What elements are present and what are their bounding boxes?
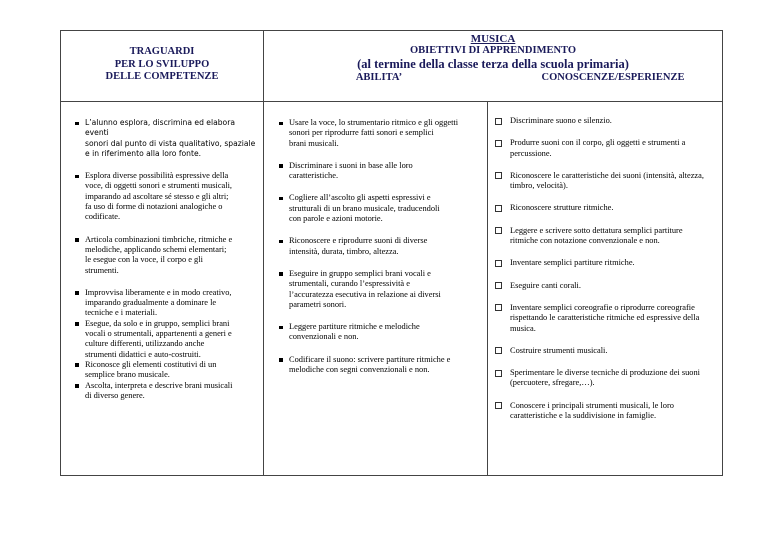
bullet-square-icon <box>75 322 79 326</box>
item-text-line: Leggere partiture ritmiche e melodiche <box>289 322 420 332</box>
item-text-line: strumentali, curando l’espressività e <box>289 279 410 289</box>
item-text-line: Articola combinazioni timbriche, ritmiche e <box>85 234 233 244</box>
content-row <box>61 102 723 476</box>
header-row <box>61 31 723 102</box>
traguardo-item <box>61 381 263 402</box>
item-text-line: Esegue, da solo e in gruppo, semplici brani <box>85 318 230 328</box>
traguardo-item <box>61 118 263 159</box>
conoscenza-item <box>488 346 722 356</box>
bullet-square-icon <box>75 384 79 388</box>
conoscenza-item <box>488 258 722 268</box>
item-text-line: Riconosce gli elementi costitutivi di un <box>85 359 217 369</box>
conoscenza-item <box>488 303 722 334</box>
item-text-line: Discriminare suono e silenzio. <box>510 116 612 125</box>
curriculum-table <box>60 30 723 476</box>
item-text-line: Eseguire in gruppo semplici brani vocali e <box>289 268 431 278</box>
item-text-line: L’alunno esplora, discrimina ed elabora eventi <box>85 118 235 138</box>
item-text-line: convenzionali e non. <box>289 332 359 342</box>
conoscenza-item <box>488 138 722 159</box>
item-text-line: Sperimentare le diverse tecniche di produzione dei suoni <box>510 368 700 378</box>
item-text-line: rispettando le caratteristiche ritmiche ed espressive della <box>510 313 700 323</box>
item-text-line: Riconoscere strutture ritmiche. <box>510 203 614 213</box>
item-text-line: intensità, durata, timbro, altezza. <box>289 246 399 256</box>
abilita-item <box>264 355 487 376</box>
item-text-line: caratteristiche. <box>289 171 339 181</box>
bullet-square-icon <box>279 122 283 126</box>
abilita-item <box>264 161 487 182</box>
checkbox-icon <box>495 304 502 311</box>
item-text-line: imparando ad ascoltare sé stesso e gli altri; <box>85 191 229 201</box>
item-text-line: tecniche e i materiali. <box>85 308 158 318</box>
item-text-line: fa uso di forme di notazioni analogiche o <box>85 202 223 212</box>
item-text-line: Discriminare i suoni in base alle loro <box>289 160 413 170</box>
item-text-line: Improvvisa liberamente e in modo creativo, <box>85 287 232 297</box>
item-text-line: Inventare semplici partiture ritmiche. <box>510 258 635 268</box>
item-text-line: l’accuratezza esecutiva in relazione ai diversi <box>289 289 441 299</box>
traguardi-title-line1: TRAGUARDI <box>129 46 195 57</box>
item-text-line: sonori dal punto di vista qualitativo, spaziale <box>85 138 256 148</box>
item-text-line: Produrre suoni con il corpo, gli oggetti e strumenti a <box>510 138 686 148</box>
checkbox-icon <box>495 140 502 147</box>
item-text-line: percussione. <box>510 148 552 158</box>
item-text-line: Inventare semplici coreografie o riprodurre coreografie <box>510 302 695 312</box>
item-text-line: Usare la voce, lo strumentario ritmico e gli oggetti <box>289 118 459 127</box>
bullet-square-icon <box>279 197 283 201</box>
subheader-row <box>264 72 722 84</box>
checkbox-icon <box>495 347 502 354</box>
conoscenze-column <box>488 102 723 476</box>
item-text-line: strumenti. <box>85 265 119 275</box>
traguardi-header <box>61 31 264 102</box>
item-text-line: parametri sonori. <box>289 299 347 309</box>
conoscenze-heading: CONOSCENZE/ESPERIENZE <box>541 72 685 83</box>
checkbox-icon <box>495 172 502 179</box>
item-text-line: ritmiche con notazione convenzionale e non. <box>510 236 660 246</box>
traguardi-title-line3: DELLE COMPETENZE <box>105 71 219 82</box>
item-text-line: voce, di oggetti sonori e strumenti musicali, <box>85 181 233 191</box>
item-text-line: Esplora diverse possibilità espressive della <box>85 171 229 181</box>
bullet-square-icon <box>279 164 283 168</box>
item-text-line: di diverso genere. <box>85 390 145 400</box>
item-text-line: vocali o strumentali, appartenenti a generi e <box>85 329 232 339</box>
item-text-line: imparando gradualmente a dominare le <box>85 298 217 308</box>
conoscenza-item <box>488 171 722 192</box>
item-text-line: le esegue con la voce, il corpo e gli <box>85 255 203 265</box>
bullet-square-icon <box>75 175 79 179</box>
traguardo-item <box>61 319 263 360</box>
conoscenza-item <box>488 116 722 126</box>
abilita-item <box>264 118 487 149</box>
subject-title: MUSICA <box>470 33 516 45</box>
checkbox-icon <box>495 205 502 212</box>
bullet-square-icon <box>279 326 283 330</box>
traguardo-item <box>61 171 263 222</box>
traguardi-column <box>61 102 264 476</box>
traguardo-item <box>61 235 263 276</box>
checkbox-icon <box>495 370 502 377</box>
abilita-heading: ABILITA’ <box>355 72 403 83</box>
abilita-item <box>264 322 487 343</box>
item-text-line: culture differenti, utilizzando anche <box>85 339 205 349</box>
conoscenza-item <box>488 203 722 213</box>
item-text-line: melodiche, applicando schemi elementari; <box>85 244 227 254</box>
abilita-column <box>264 102 488 476</box>
bullet-square-icon <box>279 240 283 244</box>
conoscenza-item <box>488 281 722 291</box>
item-text-line: melodiche con segni convenzionali e non. <box>289 365 430 375</box>
item-text-line: Riconoscere e riprodurre suoni di diverse <box>289 236 428 246</box>
traguardi-list <box>61 102 263 401</box>
class-level-title: (al termine della classe terza della scuola primaria) <box>357 57 629 71</box>
abilita-item <box>264 236 487 257</box>
item-text-line: brani musicali. <box>289 138 339 148</box>
bullet-square-icon <box>279 358 283 362</box>
item-text-line: Costruire strumenti musicali. <box>510 345 608 355</box>
traguardo-item <box>61 288 263 319</box>
item-text-line: Conoscere i principali strumenti musicali, le loro <box>510 400 674 410</box>
item-text-line: con parole e azioni motorie. <box>289 214 383 224</box>
item-text-line: Leggere e scrivere sotto dettatura semplici partiture <box>510 225 683 235</box>
bullet-square-icon <box>75 238 79 242</box>
conoscenza-item <box>488 401 722 422</box>
item-text-line: semplice brano musicale. <box>85 370 170 380</box>
bullet-square-icon <box>75 363 79 367</box>
item-text-line: codificate. <box>85 212 121 222</box>
item-text-line: strutturali di un brano musicale, traducendoli <box>289 203 440 213</box>
abilita-item <box>264 269 487 310</box>
item-text-line: Cogliere all’ascolto gli aspetti espressivi e <box>289 193 431 203</box>
checkbox-icon <box>495 402 502 409</box>
traguardi-title-line2: PER LO SVILUPPO <box>114 58 210 70</box>
checkbox-icon <box>495 260 502 267</box>
abilita-item <box>264 193 487 224</box>
item-text-line: sonori per riprodurre fatti sonori e semplici <box>289 128 434 138</box>
traguardo-item <box>61 360 263 381</box>
item-text-line: Riconoscere le caratteristiche dei suoni (intensità, altezza, <box>510 170 704 180</box>
item-text-line: caratteristiche e la suddivisione in famiglie. <box>510 411 657 421</box>
item-text-line: strumenti didattici e auto-costruiti. <box>85 349 201 359</box>
conoscenza-item <box>488 226 722 247</box>
conoscenza-item <box>488 368 722 389</box>
item-text-line: musica. <box>510 323 536 333</box>
checkbox-icon <box>495 282 502 289</box>
item-text-line: Ascolta, interpreta e descrive brani musicali <box>85 380 233 390</box>
abilita-list <box>264 102 487 375</box>
conoscenze-list <box>488 102 722 421</box>
checkbox-icon <box>495 118 502 125</box>
item-text-line: (percuotere, sfregare,…). <box>510 378 595 388</box>
obiettivi-title: OBIETTIVI DI APPRENDIMENTO <box>409 45 577 56</box>
bullet-square-icon <box>75 122 79 126</box>
bullet-square-icon <box>75 291 79 295</box>
item-text-line: timbro, velocità). <box>510 181 568 191</box>
item-text-line: e in riferimento alla loro fonte. <box>85 148 202 158</box>
item-text-line: Codificare il suono: scrivere partiture ritmiche e <box>289 354 451 364</box>
obiettivi-header <box>264 31 723 102</box>
item-text-line: Eseguire canti corali. <box>510 280 581 290</box>
checkbox-icon <box>495 227 502 234</box>
bullet-square-icon <box>279 272 283 276</box>
